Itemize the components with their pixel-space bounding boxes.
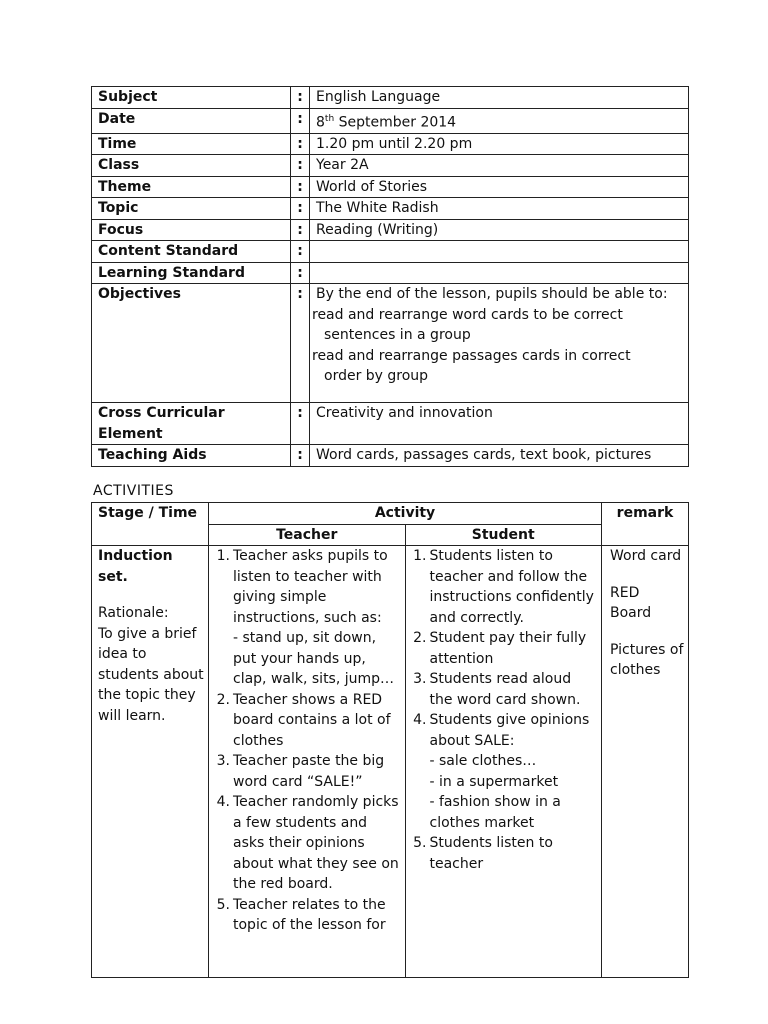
info-colon: : (291, 284, 310, 403)
info-row-theme (92, 176, 689, 198)
teacher-header: Teacher (209, 524, 406, 546)
item-number: 5. (413, 835, 427, 851)
item-text: Teacher asks pupils to listen to teacher with giving simple instructions, such as: (233, 548, 388, 626)
item-number (410, 772, 430, 793)
item-number: 1. (216, 548, 230, 564)
activities-header-row (92, 503, 689, 525)
info-colon: : (291, 241, 310, 263)
teacher-activity-cell (209, 546, 406, 978)
remark-item: Word card (610, 548, 682, 564)
info-label: Cross Curricular Element (92, 403, 291, 445)
objectives-intro: By the end of the lesson, pupils should be able to: (316, 286, 668, 303)
info-value: Reading (Writing) (310, 219, 689, 241)
info-value: Year 2A (310, 155, 689, 177)
date-day: 8 (316, 114, 325, 131)
rationale-label: Rationale: (98, 605, 169, 621)
info-colon: : (291, 133, 310, 155)
info-colon: : (291, 155, 310, 177)
info-value: The White Radish (310, 198, 689, 220)
info-value: Creativity and innovation (310, 403, 689, 445)
item-number: 3. (216, 753, 230, 769)
student-activity-cell (405, 546, 602, 978)
induction-row (92, 546, 689, 978)
item-number (410, 751, 430, 772)
item-number: 2. (216, 691, 230, 708)
info-label: Learning Standard (92, 262, 291, 284)
info-value: 1.20 pm until 2.20 pm (310, 133, 689, 155)
info-label: Objectives (92, 284, 291, 403)
info-value: World of Stories (310, 176, 689, 198)
info-colon: : (291, 403, 310, 445)
student-item (410, 833, 598, 874)
date-suffix: th (324, 113, 335, 124)
student-item (410, 546, 598, 628)
student-header: Student (405, 524, 602, 546)
stage-time-header: Stage / Time (92, 503, 209, 546)
activities-heading: ACTIVITIES (93, 483, 174, 499)
info-row-cross-curricular (92, 403, 689, 445)
item-text: Students listen to teacher and follow the instructions confidently and correctly. (429, 548, 594, 626)
objective-line: read and rearrange passages cards in correct (312, 347, 631, 364)
info-label: Time (92, 133, 291, 155)
info-value (310, 241, 689, 263)
info-colon: : (291, 198, 310, 220)
info-row-date (92, 108, 689, 133)
objective-line: sentences in a group (324, 327, 471, 344)
info-value: English Language (310, 87, 689, 109)
info-row-objectives (92, 284, 689, 403)
item-number (410, 792, 430, 833)
info-row-focus (92, 219, 689, 241)
item-text: Teacher relates to the topic of the lesson for (233, 896, 386, 933)
activities-table (91, 502, 689, 978)
item-text: Students give opinions about SALE: (429, 712, 590, 749)
objective-line: order by group (324, 368, 429, 385)
teacher-item (213, 751, 401, 792)
info-colon: : (291, 87, 310, 109)
item-text: Student pay their fully attention (429, 630, 587, 667)
remark-cell (602, 546, 689, 978)
info-colon: : (291, 262, 310, 284)
info-row-time (92, 133, 689, 155)
info-value (310, 108, 689, 133)
info-value (310, 262, 689, 284)
student-item (410, 628, 598, 669)
remark-header: remark (602, 503, 689, 546)
remark-item: RED Board (610, 584, 652, 621)
activity-header: Activity (209, 503, 602, 525)
info-label: Date (92, 108, 291, 133)
objectives-value (310, 284, 689, 403)
stage-title: Induction set. (98, 548, 173, 585)
item-number: 5. (216, 896, 230, 913)
item-number (213, 628, 233, 690)
item-number: 3. (413, 671, 427, 687)
info-row-class (92, 155, 689, 177)
student-item (410, 792, 598, 833)
stage-cell (92, 546, 209, 978)
item-number: 1. (413, 548, 427, 564)
info-label: Class (92, 155, 291, 177)
info-label: Subject (92, 87, 291, 109)
rationale-text: To give a brief idea to students about the topic they will learn. (98, 625, 204, 724)
info-row-teaching-aids (92, 445, 689, 467)
lesson-info-table (91, 86, 689, 467)
item-number: 2. (413, 630, 427, 646)
info-label: Content Standard (92, 241, 291, 263)
info-value: Word cards, passages cards, text book, pictures (310, 445, 689, 467)
info-label: Theme (92, 176, 291, 198)
item-text: Students listen to teacher (429, 835, 553, 872)
student-item (410, 669, 598, 710)
item-text: Teacher shows a RED board contains a lot of clothes (233, 691, 391, 749)
remark-item: Pictures of clothes (610, 641, 684, 678)
info-row-learning-standard (92, 262, 689, 284)
item-text: Students read aloud the word card shown. (429, 671, 581, 708)
item-text: - stand up, sit down, put your hands up, clap, walk, sits, jump… (233, 630, 395, 687)
item-number: 4. (216, 794, 230, 810)
info-row-content-standard (92, 241, 689, 263)
info-label: Teaching Aids (92, 445, 291, 467)
item-number: 4. (413, 712, 427, 728)
teacher-item (213, 690, 401, 752)
teacher-item (213, 792, 401, 895)
info-row-topic (92, 198, 689, 220)
info-colon: : (291, 445, 310, 467)
info-label: Focus (92, 219, 291, 241)
info-colon: : (291, 108, 310, 133)
objective-line: read and rearrange word cards to be correct (312, 306, 623, 323)
student-item (410, 710, 598, 751)
info-label: Topic (92, 198, 291, 220)
student-item (410, 772, 598, 793)
info-row-subject (92, 87, 689, 109)
item-text: Teacher randomly picks a few students and asks their opinions about what they see on the red board. (233, 794, 399, 892)
item-text: - sale clothes… (429, 753, 537, 769)
info-colon: : (291, 176, 310, 198)
date-rest: September 2014 (334, 114, 457, 131)
teacher-item (213, 628, 401, 690)
teacher-item (213, 546, 401, 628)
info-colon: : (291, 219, 310, 241)
item-text: - fashion show in a clothes market (429, 794, 561, 831)
item-text: - in a supermarket (429, 773, 559, 790)
teacher-item (213, 895, 401, 936)
item-text: Teacher paste the big word card “SALE!” (233, 753, 385, 790)
student-item (410, 751, 598, 772)
